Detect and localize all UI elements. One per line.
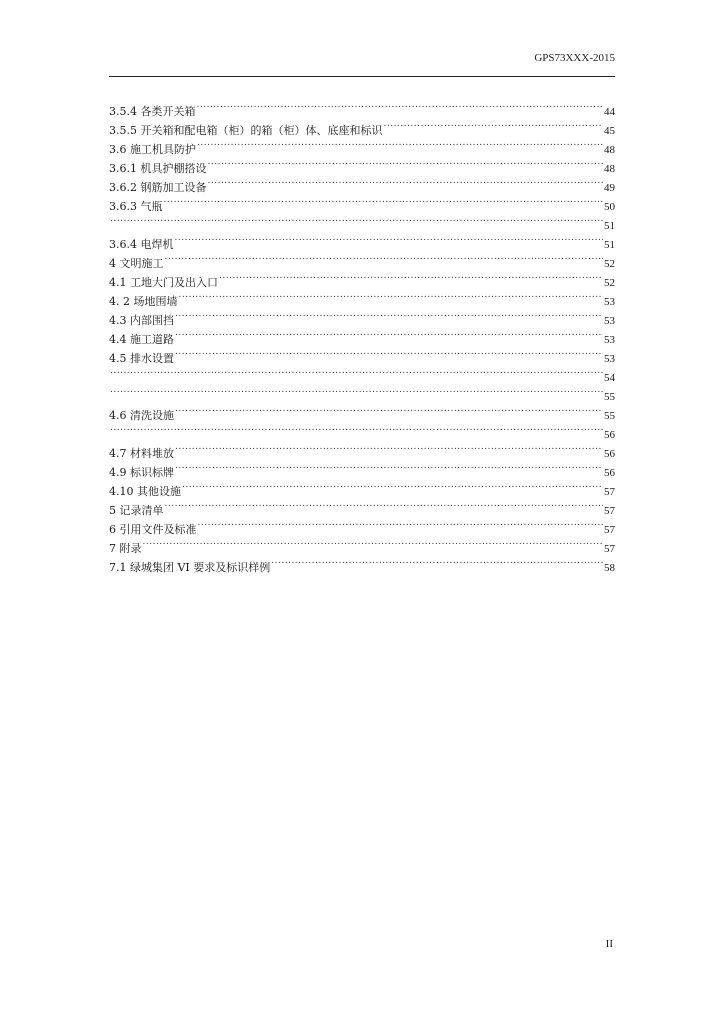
toc-entry-page: 50 [604, 201, 615, 213]
toc-entry[interactable] [109, 229, 615, 251]
toc-entry[interactable] [109, 324, 615, 346]
toc-entry[interactable] [109, 514, 615, 536]
toc-entry[interactable] [109, 286, 615, 308]
toc-entry-title: 4.3 内部围挡 [109, 314, 174, 327]
table-of-contents [109, 96, 615, 574]
toc-entry-title: 3.5.5 开关箱和配电箱（柜）的箱（柜）体、底座和标识 [109, 124, 383, 137]
toc-entry[interactable] [109, 381, 615, 403]
toc-dot-leader [175, 457, 603, 476]
toc-entry-page: 52 [604, 277, 615, 289]
toc-entry-title: 7 附录 [109, 542, 142, 555]
toc-entry-page: 44 [604, 106, 615, 118]
toc-entry-page: 53 [604, 353, 615, 365]
toc-entry[interactable] [109, 210, 615, 232]
toc-dot-leader [197, 134, 603, 153]
toc-dot-leader [110, 210, 603, 229]
toc-dot-leader [271, 552, 603, 571]
toc-entry-title: 3.6.4 电焊机 [109, 238, 174, 251]
toc-entry[interactable] [109, 476, 615, 498]
toc-entry[interactable] [109, 343, 615, 365]
toc-entry-page: 54 [604, 372, 615, 384]
toc-dot-leader [164, 191, 604, 210]
toc-entry-title: 7.1 绿城集团 VI 要求及标识样例 [109, 561, 271, 574]
toc-entry-title: 4.4 施工道路 [109, 333, 174, 346]
toc-entry-page: 45 [604, 125, 615, 137]
toc-entry[interactable] [109, 248, 615, 270]
toc-entry[interactable] [109, 96, 615, 118]
toc-entry-page: 51 [604, 220, 615, 232]
toc-entry-page: 48 [604, 163, 615, 175]
toc-dot-leader [110, 362, 603, 381]
toc-dot-leader [182, 476, 603, 495]
toc-entry-title: 4.9 标识标牌 [109, 466, 174, 479]
toc-dot-leader [198, 514, 604, 533]
toc-entry-title: 6 引用文件及标准 [109, 523, 197, 536]
toc-entry-title: 3.6.2 钢筋加工设备 [109, 181, 207, 194]
toc-entry-page: 53 [604, 334, 615, 346]
toc-entry-page: 51 [604, 239, 615, 251]
toc-entry-page: 52 [604, 258, 615, 270]
toc-dot-leader [383, 115, 603, 134]
toc-dot-leader [179, 286, 604, 305]
toc-entry[interactable] [109, 400, 615, 422]
toc-entry[interactable] [109, 438, 615, 460]
toc-entry-title: 4.7 材料堆放 [109, 447, 174, 460]
toc-entry-title: 4.10 其他设施 [109, 485, 181, 498]
toc-entry-page: 55 [604, 410, 615, 422]
toc-entry-page: 53 [604, 315, 615, 327]
toc-dot-leader [110, 419, 603, 438]
toc-entry-page: 56 [604, 429, 615, 441]
toc-entry[interactable] [109, 362, 615, 384]
toc-dot-leader [175, 438, 603, 457]
toc-entry[interactable] [109, 533, 615, 555]
toc-entry-title: 3.6 施工机具防护 [109, 143, 196, 156]
toc-entry[interactable] [109, 419, 615, 441]
toc-dot-leader [175, 229, 604, 248]
toc-entry-page: 49 [604, 182, 615, 194]
toc-entry-title: 4 文明施工 [109, 257, 164, 270]
toc-dot-leader [175, 400, 603, 419]
toc-entry-page: 56 [604, 467, 615, 479]
toc-dot-leader [143, 533, 604, 552]
toc-entry-title: 4.1 工地大门及出入口 [109, 276, 218, 289]
toc-dot-leader [208, 153, 604, 172]
toc-dot-leader [175, 324, 603, 343]
toc-dot-leader [219, 267, 603, 286]
toc-entry[interactable] [109, 267, 615, 289]
toc-dot-leader [175, 343, 603, 362]
toc-entry-page: 55 [604, 391, 615, 403]
toc-entry[interactable] [109, 495, 615, 517]
toc-dot-leader [165, 495, 604, 514]
toc-entry-title: 3.5.4 各类开关箱 [109, 105, 196, 118]
document-code: GPS73XXX-2015 [534, 52, 615, 64]
header-divider [109, 76, 615, 77]
toc-entry-page: 53 [604, 296, 615, 308]
toc-entry-page: 56 [604, 448, 615, 460]
toc-entry-page: 57 [604, 505, 615, 517]
toc-entry-title: 4.6 清洗设施 [109, 409, 174, 422]
toc-dot-leader [208, 172, 604, 191]
toc-dot-leader [197, 96, 604, 115]
toc-entry-title: 4. 2 场地围墙 [109, 295, 178, 308]
toc-entry-page: 57 [604, 486, 615, 498]
toc-entry-title: 3.6.3 气瓶 [109, 200, 163, 213]
toc-entry-title: 3.6.1 机具护棚搭设 [109, 162, 207, 175]
toc-entry-title: 5 记录清单 [109, 504, 164, 517]
toc-dot-leader [175, 305, 603, 324]
toc-dot-leader [110, 381, 603, 400]
toc-entry-page: 58 [604, 562, 615, 574]
toc-entry-page: 57 [604, 543, 615, 555]
toc-entry-page: 48 [604, 144, 615, 156]
toc-dot-leader [165, 248, 604, 267]
toc-entry[interactable] [109, 305, 615, 327]
toc-entry-page: 57 [604, 524, 615, 536]
toc-entry-title: 4.5 排水设置 [109, 352, 174, 365]
toc-entry[interactable] [109, 457, 615, 479]
page-number: II [605, 938, 613, 950]
toc-entry[interactable] [109, 552, 615, 574]
toc-entry[interactable] [109, 191, 615, 213]
